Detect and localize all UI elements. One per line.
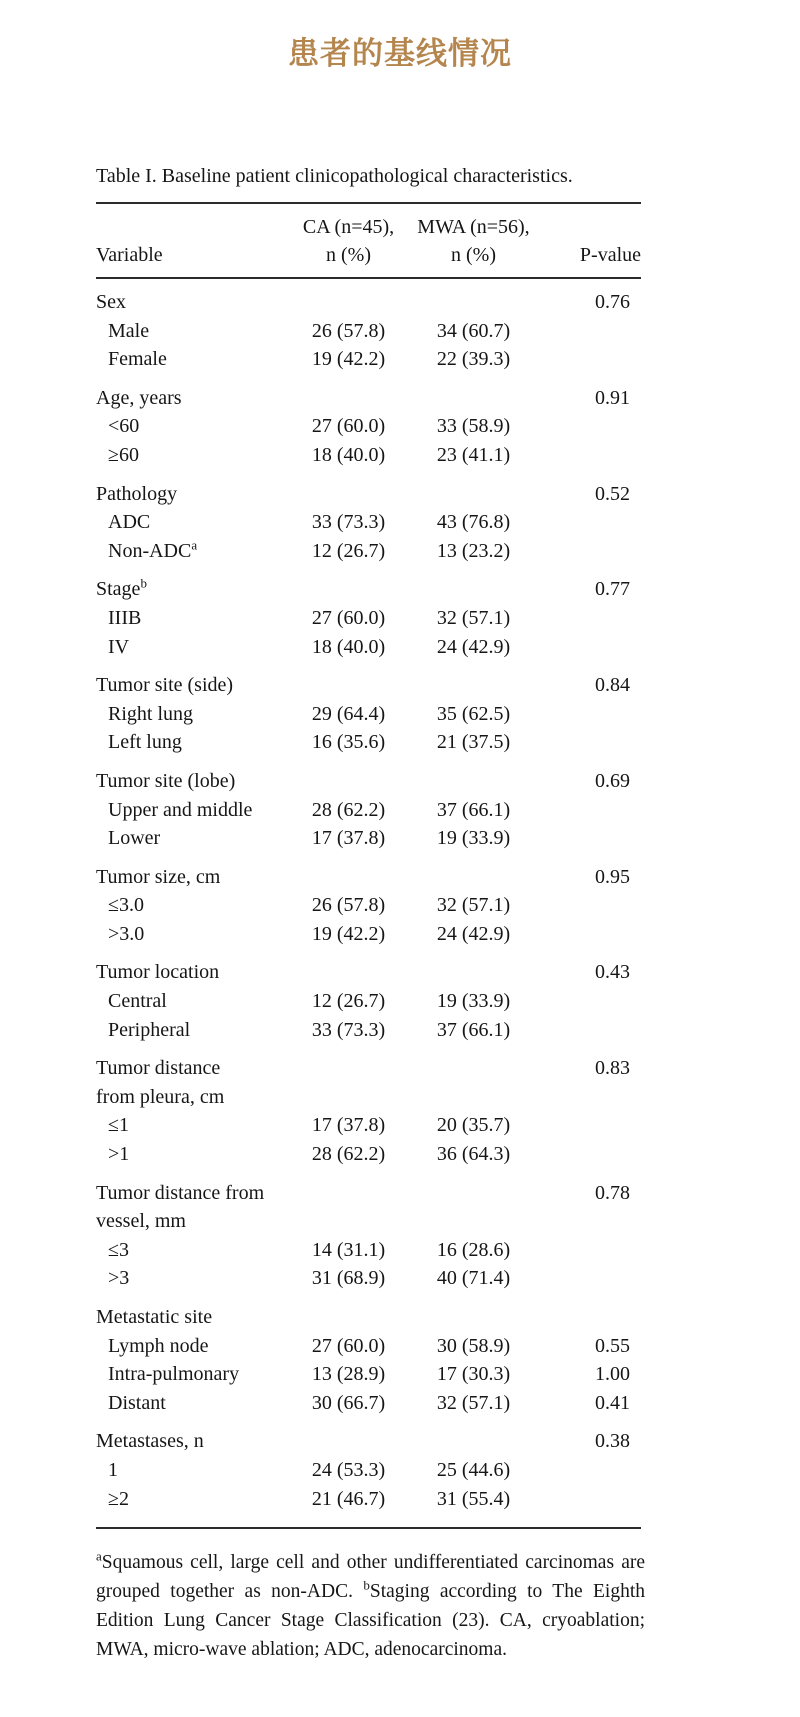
pvalue-cell: [536, 441, 641, 470]
pvalue-cell: 0.69: [595, 769, 630, 792]
pvalue-cell: [536, 1140, 641, 1169]
variable-cell: ≤3.0: [108, 894, 144, 917]
variable-cell: IV: [108, 635, 130, 658]
mwa-cell: [411, 1044, 536, 1111]
pvalue-cell: [536, 317, 641, 346]
table-caption: Table I. Baseline patient clinicopathological characteristics.: [96, 165, 573, 187]
mwa-cell: [411, 565, 536, 604]
table-row: [96, 374, 641, 413]
pvalue-cell: [536, 1456, 641, 1485]
variable-cell: Tumor site (lobe): [96, 769, 236, 792]
variable-cell: Lymph node: [108, 1334, 209, 1357]
ca-cell: [286, 1293, 411, 1332]
footnote-marker: a: [96, 1548, 102, 1564]
ca-cell: 14 (31.1): [311, 1238, 386, 1261]
table-row: [96, 1389, 641, 1418]
table-row: [96, 537, 641, 566]
column-header-ca: [286, 203, 411, 278]
ca-cell: 12 (26.7): [311, 990, 386, 1013]
ca-cell: 19 (42.2): [311, 922, 386, 945]
mwa-cell: [411, 470, 536, 509]
table-row: [96, 948, 641, 987]
table-figure: [96, 162, 645, 1684]
ca-cell: 27 (60.0): [311, 1334, 386, 1357]
ca-cell: 21 (46.7): [311, 1487, 386, 1510]
mwa-cell: 31 (55.4): [436, 1487, 511, 1510]
ca-cell: 19 (42.2): [311, 348, 386, 371]
variable-cell: >1: [108, 1143, 130, 1166]
pvalue-cell: [536, 633, 641, 662]
ca-cell: 26 (57.8): [311, 894, 386, 917]
variable-cell: ≤3: [108, 1238, 129, 1261]
table-row: [96, 278, 641, 317]
mwa-cell: 34 (60.7): [436, 319, 511, 342]
mwa-cell: 24 (42.9): [436, 635, 511, 658]
ca-cell: [286, 278, 411, 317]
column-header-mwa: [411, 203, 536, 278]
table-row: [96, 1417, 641, 1456]
table-row: [96, 470, 641, 509]
header-variable-label: Variable: [96, 244, 163, 266]
table-row: [96, 1016, 641, 1045]
table-row: [96, 317, 641, 346]
pvalue-cell: [536, 1111, 641, 1140]
table-row: [96, 1236, 641, 1265]
variable-cell: ≥60: [108, 443, 139, 466]
variable-cell: ≥2: [108, 1487, 129, 1510]
pvalue-cell: 0.43: [595, 961, 630, 984]
variable-cell: 1: [108, 1458, 118, 1481]
pvalue-cell: [536, 728, 641, 757]
pvalue-cell: [536, 891, 641, 920]
pvalue-cell: [536, 796, 641, 825]
ca-cell: 17 (37.8): [311, 1114, 386, 1137]
pvalue-cell: [536, 1485, 641, 1529]
mwa-cell: 32 (57.1): [436, 894, 511, 917]
ca-cell: [286, 565, 411, 604]
table-row: [96, 824, 641, 853]
variable-cell: Pathology: [96, 482, 178, 505]
pvalue-cell: [536, 537, 641, 566]
ca-cell: 29 (64.4): [311, 702, 386, 725]
ca-cell: [286, 1044, 411, 1111]
header-mwa-line2: n (%): [451, 244, 496, 266]
ca-cell: [286, 948, 411, 987]
mwa-cell: 17 (30.3): [436, 1363, 511, 1386]
ca-cell: [286, 1169, 411, 1236]
variable-cell: ADC: [108, 511, 151, 534]
variable-cell: Tumor site (side): [96, 674, 234, 697]
ca-cell: [286, 661, 411, 700]
variable-cell: Lower: [108, 827, 161, 850]
footnote-marker: a: [191, 537, 198, 553]
mwa-cell: 22 (39.3): [436, 348, 511, 371]
pvalue-cell: [536, 824, 641, 853]
variable-cell: <60: [108, 415, 140, 438]
table-row: [96, 853, 641, 892]
table-row: [96, 441, 641, 470]
mwa-cell: [411, 853, 536, 892]
table-row: [96, 1264, 641, 1293]
variable-cell: Tumor location: [96, 961, 220, 984]
table-row: [96, 1332, 641, 1361]
ca-cell: 33 (73.3): [311, 511, 386, 534]
table-row: [96, 1169, 641, 1236]
header-mwa-line1: MWA (n=56),: [417, 216, 530, 238]
pvalue-cell: [536, 412, 641, 441]
pvalue-cell: 0.55: [595, 1334, 630, 1357]
variable-cell: Tumor size, cm: [96, 865, 221, 888]
mwa-cell: 33 (58.9): [436, 415, 511, 438]
column-header-pvalue: [536, 203, 641, 278]
table-row: [96, 1044, 641, 1111]
variable-cell: Intra-pulmonary: [108, 1363, 240, 1386]
ca-cell: 26 (57.8): [311, 319, 386, 342]
mwa-cell: 32 (57.1): [436, 1391, 511, 1414]
pvalue-cell: 1.00: [595, 1363, 630, 1386]
mwa-cell: 24 (42.9): [436, 922, 511, 945]
pvalue-cell: [536, 1016, 641, 1045]
table-row: [96, 1293, 641, 1332]
table-row: [96, 1140, 641, 1169]
mwa-cell: 20 (35.7): [436, 1114, 511, 1137]
variable-cell: Upper and middle: [108, 798, 253, 821]
variable-cell: IIIB: [108, 606, 142, 629]
header-ca-line2: n (%): [326, 244, 371, 266]
table-body: [96, 278, 641, 1528]
ca-cell: 28 (62.2): [311, 1143, 386, 1166]
table-row: [96, 796, 641, 825]
variable-cell: Right lung: [108, 702, 194, 725]
ca-cell: 24 (53.3): [311, 1458, 386, 1481]
mwa-cell: [411, 1417, 536, 1456]
footnote-marker: b: [140, 575, 147, 591]
mwa-cell: 13 (23.2): [436, 539, 511, 562]
ca-cell: 27 (60.0): [311, 415, 386, 438]
table-row: [96, 1360, 641, 1389]
mwa-cell: [411, 278, 536, 317]
mwa-cell: 37 (66.1): [436, 798, 511, 821]
variable-cell: >3: [108, 1267, 130, 1290]
variable-cell: Female: [108, 348, 167, 371]
variable-cell: >3.0: [108, 922, 145, 945]
mwa-cell: 32 (57.1): [436, 606, 511, 629]
variable-cell: Distant: [108, 1391, 166, 1414]
column-header-variable: [96, 203, 286, 278]
mwa-cell: 43 (76.8): [436, 511, 511, 534]
pvalue-cell: 0.95: [595, 865, 630, 888]
mwa-cell: [411, 1293, 536, 1332]
table-row: [96, 633, 641, 662]
mwa-cell: 21 (37.5): [436, 731, 511, 754]
pvalue-cell: 0.76: [595, 291, 630, 313]
pvalue-cell: [536, 700, 641, 729]
ca-cell: 30 (66.7): [311, 1391, 386, 1414]
ca-cell: [286, 853, 411, 892]
mwa-cell: 25 (44.6): [436, 1458, 511, 1481]
table-row: [96, 508, 641, 537]
pvalue-cell: [536, 345, 641, 374]
footnote-marker: b: [363, 1577, 370, 1593]
variable-cell: Sex: [96, 291, 126, 313]
table-row: [96, 920, 641, 949]
variable-cell: Central: [108, 990, 167, 1013]
header-pvalue-label: P-value: [579, 244, 641, 266]
pvalue-cell: [536, 1236, 641, 1265]
baseline-characteristics-table: [96, 202, 641, 1529]
table-row: [96, 604, 641, 633]
variable-cell: Tumor distance from vessel, mm: [96, 1181, 265, 1233]
pvalue-cell: 0.77: [595, 578, 630, 601]
header-ca-line1: CA (n=45),: [302, 216, 395, 238]
ca-cell: [286, 757, 411, 796]
variable-cell: Male: [108, 319, 150, 342]
pvalue-cell: [536, 1264, 641, 1293]
table-row: [96, 757, 641, 796]
pvalue-cell: [536, 508, 641, 537]
mwa-cell: 40 (71.4): [436, 1267, 511, 1290]
variable-cell: ≤1: [108, 1114, 129, 1137]
ca-cell: 27 (60.0): [311, 606, 386, 629]
table-row: [96, 345, 641, 374]
mwa-cell: [411, 661, 536, 700]
pvalue-cell: 0.41: [595, 1391, 630, 1414]
variable-cell: Age, years: [96, 386, 182, 409]
mwa-cell: [411, 374, 536, 413]
mwa-cell: 19 (33.9): [436, 990, 511, 1013]
table-row: [96, 565, 641, 604]
mwa-cell: 36 (64.3): [436, 1143, 511, 1166]
pvalue-cell: 0.52: [595, 482, 630, 505]
variable-cell: Stage$^b$: [96, 575, 147, 601]
variable-cell: Metastatic site: [96, 1306, 213, 1328]
mwa-cell: [411, 1169, 536, 1236]
table-row: [96, 1485, 641, 1529]
pvalue-cell: 0.83: [595, 1057, 630, 1080]
mwa-cell: 23 (41.1): [436, 443, 511, 466]
ca-cell: [286, 470, 411, 509]
table-row: [96, 1111, 641, 1140]
table-row: [96, 661, 641, 700]
ca-cell: 12 (26.7): [311, 539, 386, 562]
ca-cell: [286, 374, 411, 413]
table-row: [96, 728, 641, 757]
pvalue-cell: 0.38: [595, 1430, 630, 1453]
pvalue-cell: [536, 604, 641, 633]
mwa-cell: 30 (58.9): [436, 1334, 511, 1357]
variable-cell: Tumor distance from pleura, cm: [96, 1057, 225, 1108]
pvalue-cell: [536, 920, 641, 949]
variable-cell: Non-ADC$^a$: [108, 537, 198, 562]
table-header: [96, 203, 641, 278]
mwa-cell: 19 (33.9): [436, 827, 511, 850]
table-row: [96, 891, 641, 920]
page-title: 患者的基线情况: [288, 36, 512, 72]
ca-cell: 16 (35.6): [311, 731, 386, 754]
table-row: [96, 412, 641, 441]
ca-cell: 18 (40.0): [311, 443, 386, 466]
pvalue-cell: 0.84: [595, 674, 630, 697]
variable-cell: Peripheral: [108, 1018, 191, 1041]
variable-cell: Metastases, n: [96, 1430, 204, 1453]
mwa-cell: [411, 757, 536, 796]
ca-cell: 17 (37.8): [311, 827, 386, 850]
ca-cell: 18 (40.0): [311, 635, 386, 658]
ca-cell: 13 (28.9): [311, 1363, 386, 1386]
pvalue-cell: [536, 987, 641, 1016]
ca-cell: 28 (62.2): [311, 798, 386, 821]
table-row: [96, 987, 641, 1016]
table-row: [96, 700, 641, 729]
mwa-cell: [411, 948, 536, 987]
variable-cell: Left lung: [108, 731, 182, 754]
pvalue-cell: [536, 1293, 641, 1332]
mwa-cell: 37 (66.1): [436, 1018, 511, 1041]
table-footnote: $^a$Squamous cell, large cell and other undifferentiated carcinomas are grouped together as non-ADC. $^b$Staging according to The Eighth Edition Lung Cancer Stage Classification (23). CA, cryoablation; MWA, micro-wave ablation; ADC, adenocarcinoma.: [96, 1548, 646, 1661]
table-row: [96, 1456, 641, 1485]
mwa-cell: 35 (62.5): [436, 702, 511, 725]
ca-cell: 33 (73.3): [311, 1018, 386, 1041]
ca-cell: [286, 1417, 411, 1456]
ca-cell: 31 (68.9): [311, 1267, 386, 1290]
pvalue-cell: 0.78: [595, 1181, 630, 1204]
mwa-cell: 16 (28.6): [436, 1238, 511, 1261]
pvalue-cell: 0.91: [595, 386, 630, 409]
